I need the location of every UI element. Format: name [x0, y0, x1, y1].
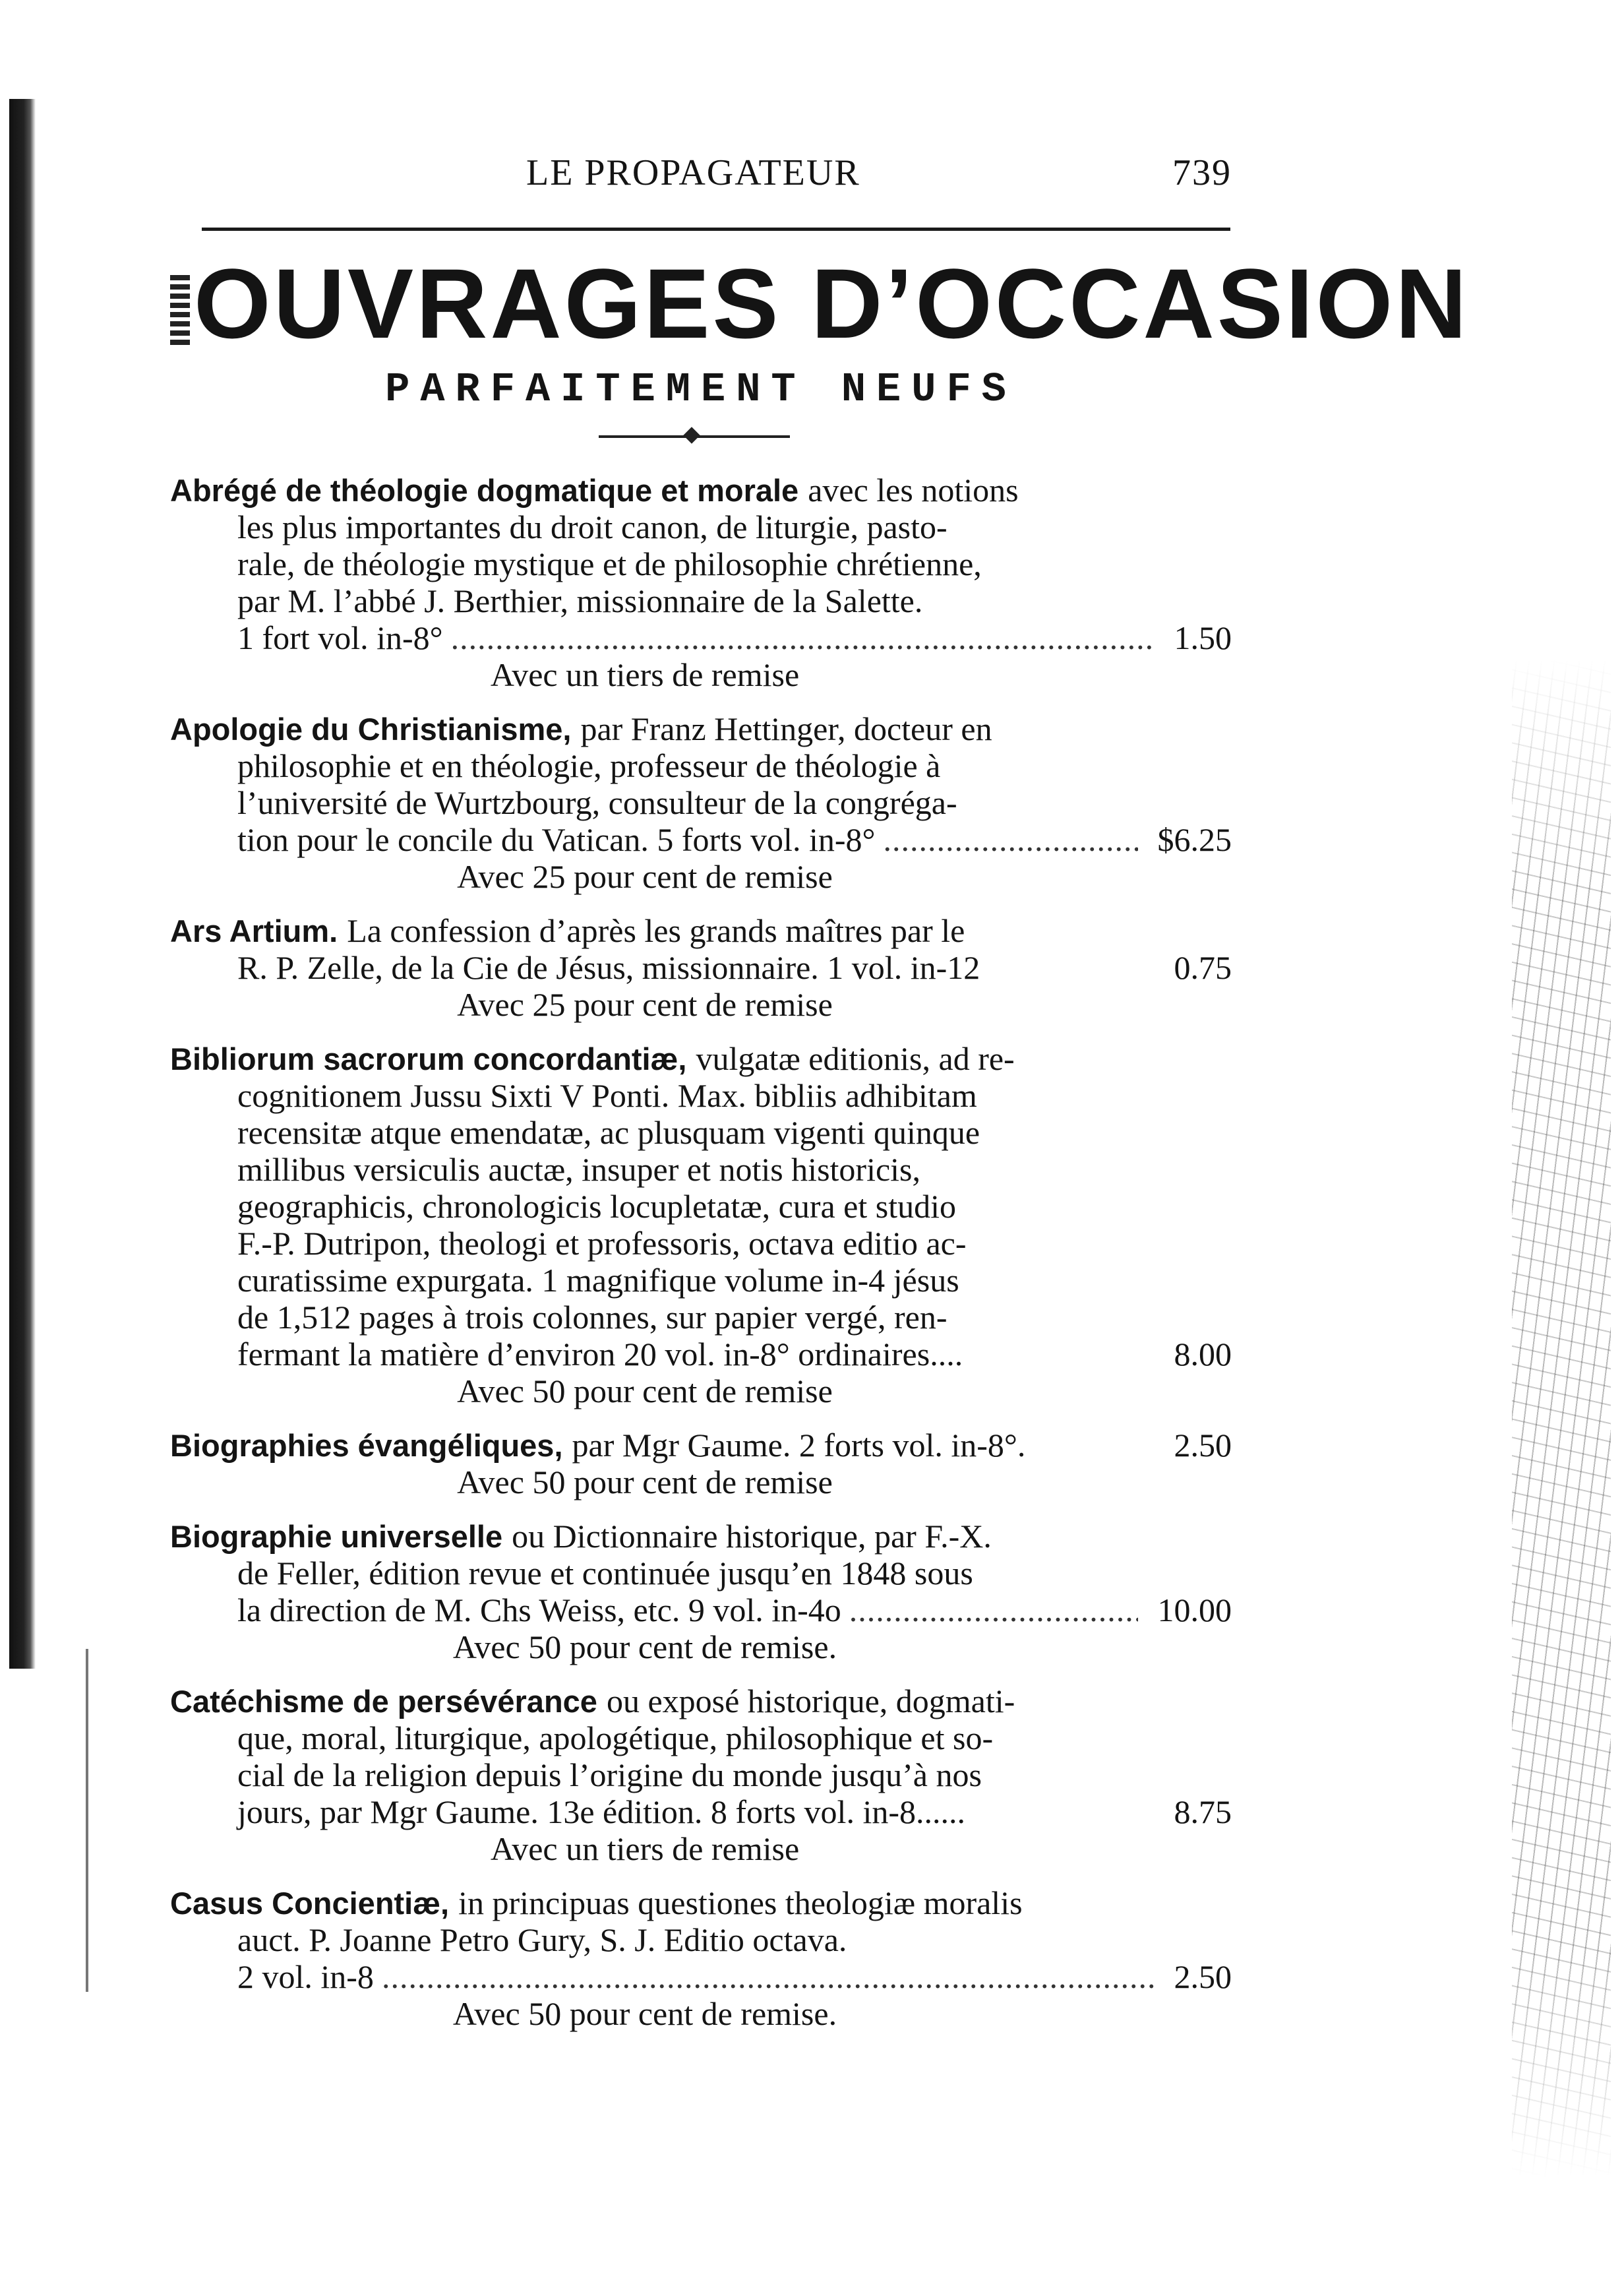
- page-heading: [170, 248, 1470, 359]
- discount-note: Avec 25 pour cent de remise: [457, 986, 833, 1023]
- book-title: Casus Concientiæ,: [170, 1886, 450, 1921]
- entry-line: [170, 1884, 1232, 1921]
- book-price: 10.00: [1157, 1592, 1232, 1628]
- book-title: Bibliorum sacrorum concordantiæ,: [170, 1041, 687, 1076]
- book-entry: [170, 1427, 1232, 1500]
- entry-text: par Mgr Gaume. 2 forts vol. in-8°.: [572, 1427, 1026, 1464]
- entry-text: fermant la matière d’environ 20 vol. in-8° ordinaires....: [237, 1336, 963, 1373]
- scan-edge-mark: [86, 1649, 88, 1992]
- dot-leader: [382, 1958, 1155, 1995]
- book-entry: [170, 1040, 1232, 1409]
- discount-note: Avec un tiers de remise: [490, 1830, 800, 1867]
- dot-leader: [451, 619, 1155, 656]
- entry-text: la direction de M. Chs Weiss, etc. 9 vol. in-4o: [237, 1592, 841, 1628]
- page-heading-text: OUVRAGES D’OCCASION: [194, 248, 1470, 359]
- scan-edge-shadow: [9, 99, 36, 1669]
- entry-line: [170, 1683, 1232, 1719]
- book-price: 2.50: [1174, 1427, 1232, 1464]
- entry-line: [170, 619, 1232, 656]
- entry-line: [170, 1793, 1232, 1830]
- entry-line: de Feller, édition revue et continuée jusqu’en 1848 sous: [237, 1555, 973, 1592]
- entry-text: 2 vol. in-8: [237, 1958, 374, 1995]
- book-entry: [170, 710, 1232, 895]
- entry-text: par Franz Hettinger, docteur en: [580, 710, 992, 747]
- document-page: [170, 139, 1470, 2032]
- entry-line: les plus importantes du droit canon, de liturgie, pasto-: [237, 509, 947, 545]
- entry-line: philosophie et en théologie, professeur de théologie à: [237, 747, 941, 784]
- entry-line: [170, 912, 1232, 949]
- dot-leader: [883, 821, 1137, 858]
- entry-text: ou Dictionnaire historique, par F.-X.: [512, 1518, 992, 1555]
- entry-text: tion pour le concile du Vatican. 5 forts vol. in-8°: [237, 821, 876, 858]
- entry-line: [170, 1518, 1232, 1555]
- book-entry: [170, 1884, 1232, 2032]
- entry-line: geographicis, chronologicis locupletatæ, cura et studio: [237, 1188, 956, 1225]
- entry-line: cial de la religion depuis l’origine du monde jusqu’à nos: [237, 1756, 982, 1793]
- header-rule: [202, 228, 1230, 231]
- ornament-glyph: [170, 275, 190, 348]
- book-price: 8.00: [1174, 1336, 1232, 1373]
- page-subheading: PARFAITEMENT NEUFS: [385, 366, 1017, 413]
- entry-line: [170, 949, 1232, 986]
- entry-text: in principuas questiones theologiæ moralis: [458, 1884, 1023, 1921]
- book-price: 8.75: [1174, 1793, 1232, 1830]
- book-price: $6.25: [1157, 821, 1232, 858]
- book-title: Catéchisme de persévérance: [170, 1684, 597, 1719]
- entry-line: cognitionem Jussu Sixti V Ponti. Max. bibliis adhibitam: [237, 1077, 977, 1114]
- book-price: 1.50: [1174, 619, 1232, 656]
- entry-text: jours, par Mgr Gaume. 13e édition. 8 forts vol. in-8......: [237, 1793, 965, 1830]
- entry-text: vulgatæ editionis, ad re-: [696, 1040, 1015, 1077]
- entry-line: de 1,512 pages à trois colonnes, sur papier vergé, ren-: [237, 1299, 947, 1336]
- entry-line: [170, 1427, 1232, 1464]
- entry-line: rale, de théologie mystique et de philosophie chrétienne,: [237, 545, 982, 582]
- book-price: 2.50: [1174, 1958, 1232, 1995]
- discount-note: Avec 50 pour cent de remise.: [452, 1628, 837, 1665]
- book-entry: [170, 1518, 1232, 1665]
- entry-line: par M. l’abbé J. Berthier, missionnaire de la Salette.: [237, 582, 923, 619]
- page-number: 739: [1172, 152, 1232, 193]
- discount-note: Avec 50 pour cent de remise: [457, 1373, 833, 1409]
- running-header: [170, 139, 1232, 198]
- entry-line: [170, 710, 1232, 747]
- dot-leader: [849, 1592, 1138, 1628]
- entry-line: l’université de Wurtzbourg, consulteur de la congréga-: [237, 784, 957, 821]
- entry-line: que, moral, liturgique, apologétique, philosophique et so-: [237, 1719, 994, 1756]
- book-title: Abrégé de théologie dogmatique et morale: [170, 473, 799, 508]
- entry-line: [170, 1040, 1232, 1077]
- entry-text: avec les notions: [808, 472, 1019, 509]
- entry-text: La confession d’après les grands maîtres par le: [347, 912, 965, 949]
- book-title: Ars Artium.: [170, 913, 338, 948]
- discount-note: Avec 50 pour cent de remise: [457, 1464, 833, 1500]
- book-title: Biographies évangéliques,: [170, 1428, 563, 1463]
- entry-line: [170, 1958, 1232, 1995]
- book-entry: [170, 912, 1232, 1023]
- entry-line: [170, 1592, 1232, 1628]
- entry-line: curatissime expurgata. 1 magnifique volume in-4 jésus: [237, 1262, 959, 1299]
- book-price: 0.75: [1174, 949, 1232, 986]
- entry-text: ou exposé historique, dogmati-: [606, 1683, 1015, 1719]
- running-title: LE PROPAGATEUR: [526, 152, 860, 193]
- entry-line: [170, 472, 1232, 509]
- entry-line: [170, 821, 1232, 858]
- book-entry: [170, 472, 1232, 693]
- book-entry: [170, 1683, 1232, 1867]
- entry-line: auct. P. Joanne Petro Gury, S. J. Editio octava.: [237, 1921, 847, 1958]
- entry-line: millibus versiculis auctæ, insuper et notis historicis,: [237, 1151, 921, 1188]
- book-title: Apologie du Christianisme,: [170, 712, 572, 747]
- discount-note: Avec un tiers de remise: [490, 656, 800, 693]
- entry-line: recensitæ atque emendatæ, ac plusquam vigenti quinque: [237, 1114, 980, 1151]
- divider-ornament: [599, 435, 790, 438]
- book-list: [170, 472, 1232, 2049]
- discount-note: Avec 50 pour cent de remise.: [452, 1995, 837, 2032]
- entry-line: [170, 1336, 1232, 1373]
- entry-text: R. P. Zelle, de la Cie de Jésus, missionnaire. 1 vol. in-12: [237, 949, 980, 986]
- scan-margin-speckle: [1512, 660, 1611, 2177]
- book-title: Biographie universelle: [170, 1519, 503, 1554]
- entry-line: F.-P. Dutripon, theologi et professoris, octava editio ac-: [237, 1225, 967, 1262]
- discount-note: Avec 25 pour cent de remise: [457, 858, 833, 895]
- entry-text: 1 fort vol. in-8°: [237, 619, 443, 656]
